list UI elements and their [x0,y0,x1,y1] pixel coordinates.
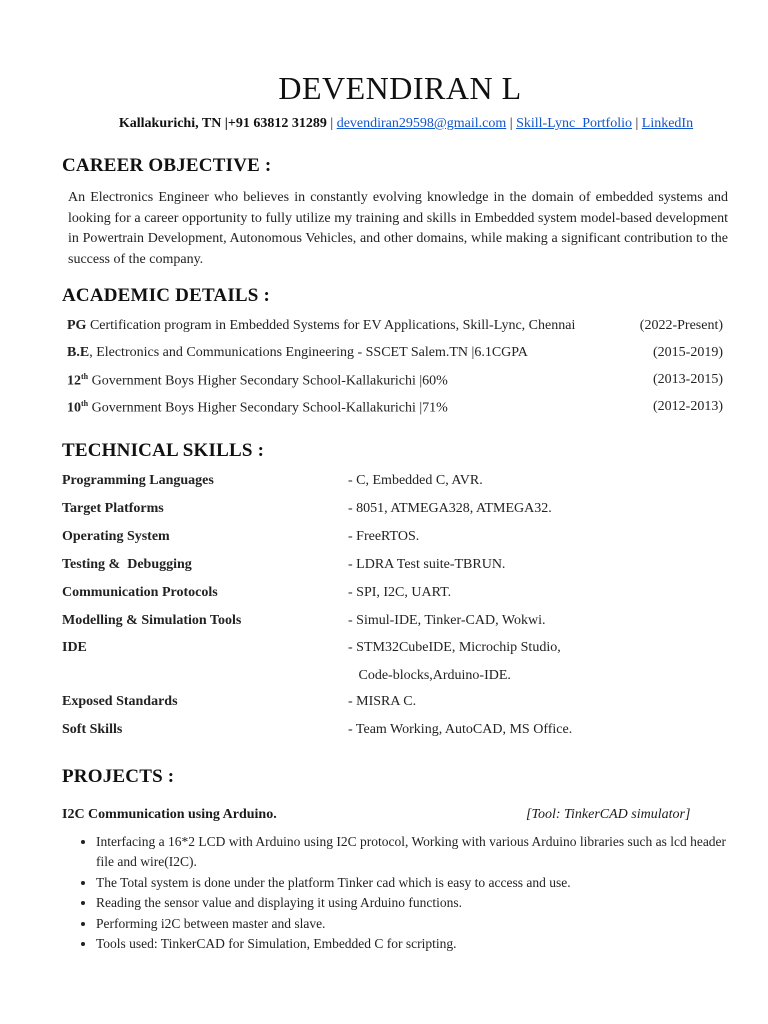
degree-detail: Government Boys Higher Secondary School-Kallakurichi |71% [88,400,448,416]
degree-years: (2013-2015) [653,372,723,387]
skill-value: - LDRA Test suite-TBRUN. [348,557,506,572]
skill-key: Exposed Standards [62,694,178,709]
ordinal-suffix: th [81,399,89,408]
skill-value: - Team Working, AutoCAD, MS Office. [348,722,573,737]
degree: 12 [67,373,81,389]
academic-row [67,372,723,390]
skill-value: - SPI, I2C, UART. [348,585,452,600]
skill-key: Target Platforms [62,501,164,516]
skill-value: - C, Embedded C, AVR. [348,473,483,488]
degree: PG [67,318,87,333]
academic-heading: ACADEMIC DETAILS : [62,285,271,306]
technical-skills-heading: TECHNICAL SKILLS : [62,440,265,461]
degree-detail: Certification program in Embedded Systems for EV Applications, Skill-Lync, Chennai [86,318,576,333]
ordinal-suffix: th [81,372,89,381]
project-title: I2C Communication using Arduino. [62,807,277,822]
contact-line [0,116,768,132]
skill-value: - STM32CubeIDE, Microchip Studio, [348,640,561,655]
skill-key: Operating System [62,529,170,544]
career-objective-heading: CAREER OBJECTIVE : [62,155,272,176]
degree-years: (2012-2013) [653,399,723,414]
career-objective-text: An Electronics Engineer who believes in constantly evolving knowledge in the domain of embedded systems and looking for a career opportunity to fully utilize my training and skills in Embedded system model-based development in Powertrain Development, Autonomous Vehicles, and other domains, while making a significant contribution to the success of the company. [68,190,728,267]
academic-row [67,399,723,417]
location-phone: Kallakurichi, TN |+91 63812 31289 [118,116,327,131]
list-item: • Reading the sensor value and displaying it using Arduino functions. [96,893,746,913]
separator: | [631,116,642,131]
linkedin-link[interactable]: LinkedIn [641,116,694,131]
skill-key: Programming Languages [62,473,214,488]
degree-detail: , Electronics and Communications Engineering - SSCET Salem.TN |6.1CGPA [89,345,528,360]
portfolio-link[interactable]: Skill-Lync_Portfolio [516,116,632,131]
list-item: • Performing i2C between master and slave. [96,914,746,934]
list-item: • The Total system is done under the platform Tinker cad which is easy to access and use. [96,873,746,893]
skill-value: Code-blocks,Arduino-IDE. [348,668,511,683]
projects-heading: PROJECTS : [62,766,175,787]
list-item: • Tools used: TinkerCAD for Simulation, Embedded C for scripting. [96,934,746,954]
academic-row [67,318,723,334]
skill-key: IDE [62,640,87,655]
separator: | [506,116,517,131]
skill-value: - FreeRTOS. [348,529,420,544]
skill-key: Testing & Debugging [62,557,192,572]
separator: | [326,116,337,131]
project-tool: [Tool: TinkerCAD simulator] [526,807,691,822]
skill-key: Modelling & Simulation Tools [62,613,242,628]
candidate-name: DEVENDIRAN L [278,70,522,106]
skill-value: - MISRA C. [348,694,417,709]
list-item: • Interfacing a 16*2 LCD with Arduino using I2C protocol, Working with various Arduino libraries such as lcd header file and wire(I2C). [96,832,746,873]
project-bullet-list [78,832,746,954]
degree-years: (2022-Present) [639,318,723,333]
skill-value: - Simul-IDE, Tinker-CAD, Wokwi. [348,613,546,628]
degree: B.E [67,345,90,360]
academic-row [67,345,723,361]
skill-key: Communication Protocols [62,585,218,600]
email-link[interactable]: devendiran29598@gmail.com [336,116,507,131]
degree: 10 [67,400,81,416]
degree-detail: Government Boys Higher Secondary School-Kallakurichi |60% [88,373,448,389]
skill-value: - 8051, ATMEGA328, ATMEGA32. [348,501,552,516]
skill-key: Soft Skills [62,722,123,737]
degree-years: (2015-2019) [653,345,723,360]
